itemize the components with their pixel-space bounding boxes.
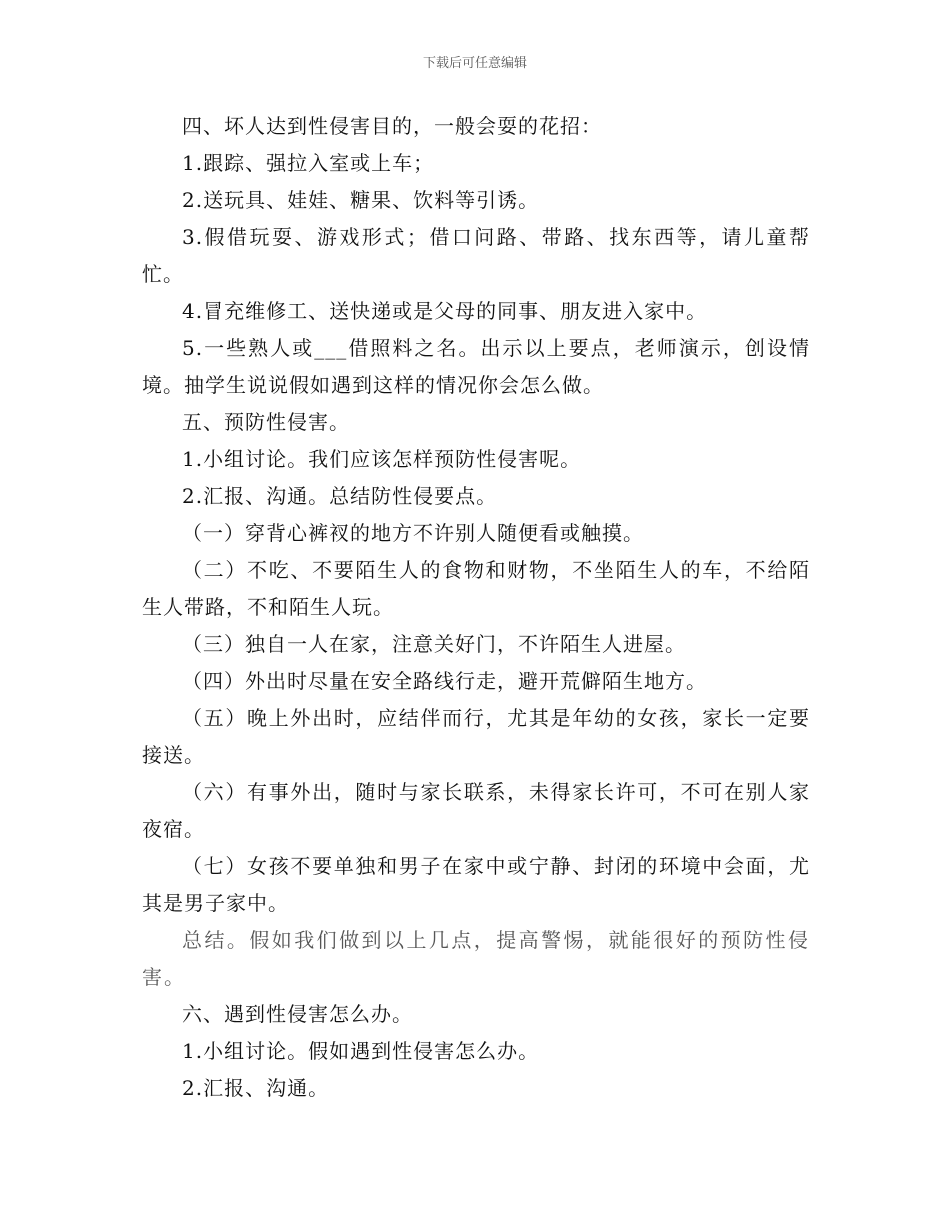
list-item: 3.假借玩耍、游戏形式；借口问路、带路、找东西等，请儿童帮忙。: [142, 225, 810, 286]
list-item: 1.小组讨论。假如遇到性侵害怎么办。: [182, 1039, 540, 1063]
sub-item: （五）晚上外出时，应结伴而行，尤其是年幼的女孩，家长一定要接送。: [142, 706, 810, 767]
section-heading-4: 四、坏人达到性侵害目的，一般会耍的花招：: [182, 114, 602, 138]
summary-paragraph: 总结。假如我们做到以上几点，提高警惕，就能很好的预防性侵害。: [142, 928, 810, 989]
list-item: 1.小组讨论。我们应该怎样预防性侵害呢。: [182, 447, 582, 471]
sub-item: （一）穿背心裤衩的地方不许别人随便看或触摸。: [182, 521, 644, 545]
sub-item: （七）女孩不要单独和男子在家中或宁静、封闭的环境中会面，尤其是男子家中。: [142, 854, 810, 915]
list-item: 2.汇报、沟通。总结防性侵要点。: [182, 484, 498, 508]
list-item: 4.冒充维修工、送快递或是父母的同事、朋友进入家中。: [182, 299, 708, 323]
section-heading-5: 五、预防性侵害。: [182, 410, 350, 434]
section-heading-6: 六、遇到性侵害怎么办。: [182, 1002, 413, 1026]
list-item: 2.汇报、沟通。: [182, 1076, 330, 1100]
page-header: 下载后可任意编辑: [422, 56, 527, 71]
list-item: 2.送玩具、娃娃、糖果、饮料等引诱。: [182, 188, 540, 212]
list-item: 1.跟踪、强拉入室或上车；: [182, 151, 435, 175]
sub-item: （四）外出时尽量在安全路线行走，避开荒僻陌生地方。: [182, 669, 707, 693]
sub-item: （三）独自一人在家，注意关好门，不许陌生人进屋。: [182, 632, 686, 656]
sub-item: （六）有事外出，随时与家长联系，未得家长许可，不可在别人家夜宿。: [142, 780, 810, 841]
list-item: 5.一些熟人或___借照料之名。出示以上要点，老师演示，创设情境。抽学生说说假如遇到这样的情况你会怎么做。: [142, 336, 810, 397]
document-body: [142, 108, 810, 1107]
sub-item: （二）不吃、不要陌生人的食物和财物，不坐陌生人的车，不给陌生人带路，不和陌生人玩。: [142, 558, 810, 619]
